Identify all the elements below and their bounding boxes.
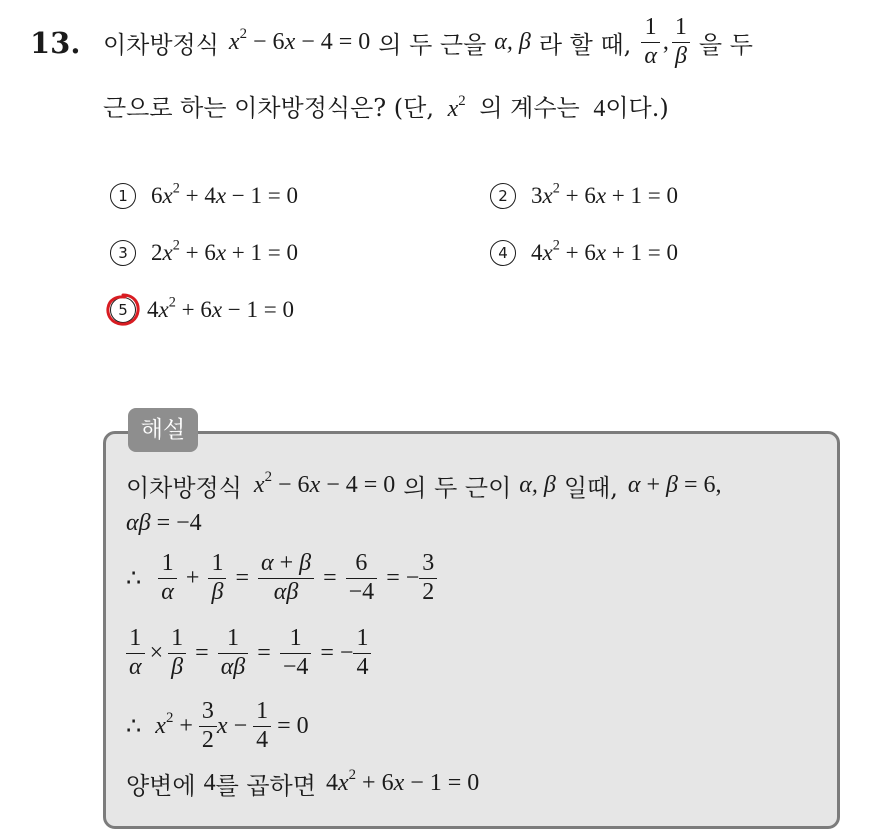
choice-expr-5: $4x^2 + 6x - 1 = 0$	[147, 294, 294, 322]
choice-expr-4: $4x^2 + 6x + 1 = 0$	[531, 237, 678, 265]
roots: α, β	[494, 28, 531, 55]
fraction-1-over-beta: $\frac{1}{\beta}$	[672, 14, 690, 70]
question-line-2	[103, 88, 669, 123]
solution-line-3: ∴ $\frac{1}{\alpha}$ + $\frac{1}{\beta}$ = $\frac{\alpha + \beta}{\alpha\beta}$ = $\frac{6}{-4}$ = − $\frac{3}{2}$	[126, 550, 440, 606]
choice-expr-3: $2x^2 + 6x + 1 = 0$	[151, 237, 298, 265]
equation: $x^2 - 6x - 4 = 0$	[228, 25, 371, 55]
choice-2[interactable]	[490, 180, 678, 209]
solution-text-1: 이차방정식	[126, 474, 242, 502]
answer-circle-icon	[104, 291, 142, 329]
coefficient: 4	[593, 96, 606, 122]
solution-tab: 해설	[128, 408, 198, 452]
question-text-3: 라 할 때,	[538, 30, 632, 59]
choice-expr-2: $3x^2 + 6x + 1 = 0$	[531, 180, 678, 208]
question-text-2: 의 두 근을	[378, 30, 487, 59]
solution-text-3: 일때,	[563, 474, 618, 502]
choice-mark-1: 1	[110, 183, 136, 209]
solution-line-5: ∴ $x^2$ + $\frac{3}{2}$ x − $\frac{1}{4}$ = 0	[126, 698, 309, 753]
choice-mark-5-label: 5	[118, 301, 128, 319]
choice-5[interactable]	[110, 294, 294, 323]
choice-mark-2: 2	[490, 183, 516, 209]
solution-line-4: $\frac{1}{\alpha}$ × $\frac{1}{\beta}$ = $\frac{1}{\alpha\beta}$ = $\frac{1}{-4}$ = − $\frac{1}{4}$	[126, 625, 374, 681]
choice-mark-5	[110, 297, 136, 323]
fraction-1-over-alpha: $\frac{1}{\alpha}$	[641, 14, 660, 70]
question-text-4: 을 두	[698, 30, 753, 59]
question-text-1: 이차방정식	[103, 30, 219, 59]
choice-expr-1: $6x^2 + 4x - 1 = 0$	[151, 180, 298, 208]
solution-line-1: 이차방정식 $x^2 - 6x - 4 = 0$ 의 두 근이 α, β 일때, α + β = 6,	[126, 468, 722, 502]
x-squared: $x^2$	[447, 92, 466, 122]
question-line-1: 이차방정식 $x^2 - 6x - 4 = 0$ 의 두 근을 α, β 라 할 때, $\frac{1}{\alpha}$ , $\frac{1}{\beta}$ 을 두	[103, 13, 753, 69]
choice-3[interactable]	[110, 237, 298, 266]
choice-4[interactable]	[490, 237, 678, 266]
choice-mark-4: 4	[490, 240, 516, 266]
solution-line-6: 양변에 4 를 곱하면 $4x^2 + 6x - 1 = 0$	[126, 766, 480, 800]
choice-mark-3: 3	[110, 240, 136, 266]
solution-text-2: 의 두 근이	[403, 474, 512, 502]
question-text-6: 의 계수는	[479, 94, 580, 122]
solution-multiplier: 4	[203, 770, 216, 796]
question-number: 13.	[30, 26, 81, 60]
choice-1[interactable]	[110, 180, 298, 209]
question-text-7: 이다.)	[605, 94, 669, 122]
solution-text-5: 를 곱하면	[215, 772, 316, 800]
solution-text-4: 양변에	[126, 772, 196, 800]
solution-line-2: αβ = −4	[126, 510, 202, 536]
question-text-5: 근으로 하는 이차방정식은? (단,	[103, 94, 434, 122]
